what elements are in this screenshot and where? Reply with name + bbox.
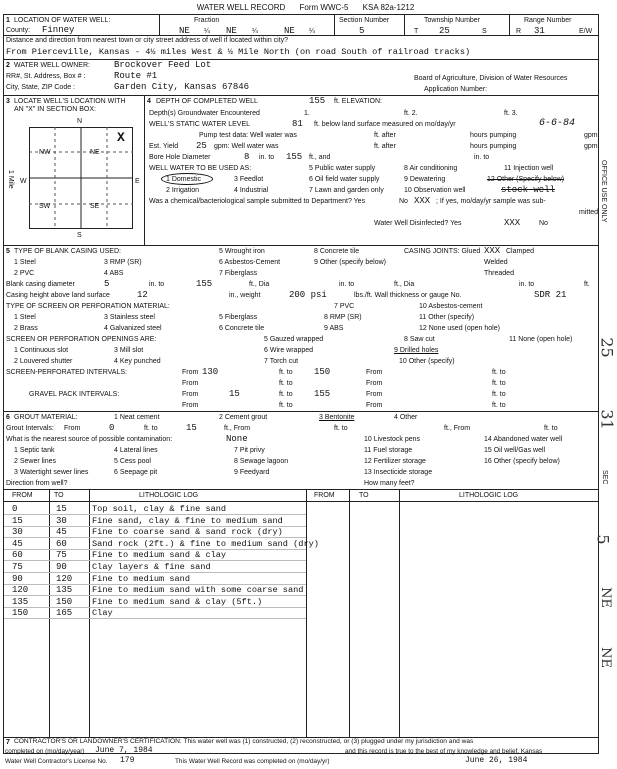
elevation-label: ft. ELEVATION: — [334, 98, 382, 105]
divider — [334, 15, 335, 35]
use-label: WELL WATER TO BE USED AS: — [149, 165, 252, 172]
yield-gpm: gpm — [584, 143, 598, 150]
opening-5: 5 Gauzed wrapped — [264, 336, 324, 343]
office-use-label: OFFICE USE ONLY — [600, 160, 607, 223]
grout-from-2: ft., From — [224, 425, 251, 432]
contam-7: 7 Pit privy — [234, 447, 265, 454]
divider — [4, 245, 598, 246]
pump-after: ft. after — [374, 132, 396, 139]
static-label: WELL'S STATIC WATER LEVEL — [149, 121, 251, 128]
log-to-header: TO — [54, 492, 64, 499]
pump-hours: hours pumping — [470, 132, 517, 139]
chem-no-label: No — [399, 198, 408, 205]
address-value: Route #1 — [114, 71, 158, 81]
sec-label: SEC — [601, 470, 608, 485]
cert-completed-label: completed on (mo/day/year) — [5, 748, 85, 755]
log-from: 75 — [12, 562, 23, 572]
log-to: 75 — [56, 550, 67, 561]
stock-well-value: stock well — [501, 185, 556, 195]
divider — [399, 489, 400, 737]
grout-from-value: 0 — [109, 423, 115, 433]
city-label: City, State, ZIP Code : — [6, 84, 75, 91]
section-4-number: 4 — [147, 98, 151, 105]
use-12[interactable]: 12 Other (Specify below) — [487, 176, 565, 183]
county-value: Finney — [42, 25, 75, 35]
grid-south: S — [77, 232, 82, 239]
divider — [404, 15, 405, 35]
screen-10: 10 Asbestos-cement — [419, 303, 483, 310]
screen-12: 12 None used (open hole) — [419, 325, 500, 332]
form-title: WATER WELL RECORD — [196, 3, 286, 12]
use-8: 8 Air conditioning — [404, 165, 458, 172]
grid-north: N — [77, 118, 83, 125]
bore-in-to: in. to — [259, 154, 275, 161]
depth-label: DEPTH OF COMPLETED WELL — [156, 98, 258, 105]
groundwater-1: 1. — [304, 110, 310, 117]
contam-14: 14 Abandoned water well — [484, 436, 563, 443]
opening-3: 3 Mill slot — [114, 347, 144, 354]
range-ew-label: E/W — [579, 28, 593, 35]
log-desc: Clay — [92, 608, 113, 619]
log-to: 135 — [56, 585, 73, 596]
city-value: Garden City, Kansas 67846 — [114, 82, 250, 92]
use-6[interactable]: 6 Oil field water supply — [309, 176, 380, 183]
screen-5: 5 Fiberglass — [219, 314, 258, 321]
yield-after: ft. after — [374, 143, 396, 150]
margin-range: 31 — [597, 409, 617, 430]
joints-label: CASING JOINTS: Glued — [404, 248, 481, 255]
casing-2: 2 PVC — [14, 270, 35, 277]
contam-13: 13 Insecticide storage — [364, 469, 433, 476]
log-from: 30 — [12, 527, 23, 538]
divider — [4, 411, 598, 412]
casing-6: 6 Asbestos-Cement — [219, 259, 281, 266]
log-desc: Fine to coarse sand & sand rock (dry) — [92, 527, 283, 538]
disinfected-value: XXX — [504, 218, 521, 228]
township-t-label: T — [414, 28, 419, 35]
cert-license-label: Water Well Contractor's License No. — [5, 758, 108, 765]
use-2[interactable]: 2 Irrigation — [166, 187, 200, 194]
opening-6: 6 Wire wrapped — [264, 347, 314, 354]
gpi-from-label-2: From — [366, 391, 383, 398]
contam-6: 6 Seepage pit — [114, 469, 158, 476]
spi-from-label-4: From — [366, 380, 383, 387]
casing-4: 4 ABS — [104, 270, 124, 277]
joints-threaded: Threaded — [484, 270, 514, 277]
direction-label: Direction from well? — [6, 480, 68, 487]
contam-9: 9 Feedyard — [234, 469, 270, 476]
log-desc: Fine to medium sand with some coarse sand — [92, 585, 304, 596]
lbs-label: lbs./ft. Wall thickness or gauge No. — [354, 292, 462, 299]
gpi-to-value: 155 — [314, 389, 331, 399]
grout-1: 1 Neat cement — [114, 414, 160, 421]
contam-5: 5 Cess pool — [114, 458, 151, 465]
log-desc: Clay layers & fine sand — [92, 562, 211, 572]
grid-west: W — [20, 178, 27, 185]
contam-3: 3 Watertight sewer lines — [14, 469, 89, 476]
weight-label: in., weight — [229, 292, 261, 299]
divider — [306, 489, 307, 737]
section-6-number: 6 — [6, 414, 10, 421]
grout-intervals-label: Grout Intervals: — [6, 425, 54, 432]
yield-gpm-label: gpm: Well water was — [214, 143, 279, 150]
grid-x-mark: X — [117, 130, 125, 145]
margin-section: 5 — [593, 534, 613, 545]
casing-label: TYPE OF BLANK CASING USED: — [14, 248, 121, 255]
section-7-number: 7 — [6, 739, 10, 746]
section-2-number: 2 — [6, 62, 10, 69]
bore-in-to-2: in. to — [474, 154, 490, 161]
form-header — [0, 3, 611, 12]
screen-1: 1 Steel — [14, 314, 36, 321]
bore-ft-and: ft., and — [309, 154, 331, 161]
contam-1: 1 Septic tank — [14, 447, 55, 454]
margin-ne-2: NE — [597, 647, 613, 668]
use-5: 5 Public water supply — [309, 165, 376, 172]
locate-label: LOCATE WELL'S LOCATION WITH — [14, 98, 126, 105]
gpi-to-label-2: ft. to — [492, 391, 506, 398]
board-label: Board of Agriculture, Division of Water Resources — [414, 75, 568, 82]
divider — [144, 95, 145, 245]
chem-no-value: XXX — [414, 196, 431, 206]
log-to-header-2: TO — [359, 492, 369, 499]
log-from: 150 — [12, 608, 29, 619]
diameter-label: Blank casing diameter — [6, 281, 75, 288]
distance-label: Distance and direction from nearest town or city street address of well if located within city? — [6, 37, 289, 44]
margin-ne-1: NE — [597, 587, 613, 608]
log-desc: Fine to medium sand & clay — [92, 550, 227, 561]
opening-1: 1 Continuous slot — [14, 347, 69, 354]
divider — [349, 489, 350, 737]
joints-clamped: Clamped — [506, 248, 535, 255]
log-desc: Fine sand, clay & fine to medium sand — [92, 515, 283, 526]
log-to: 150 — [56, 596, 73, 607]
owner-label: WATER WELL OWNER: — [14, 62, 90, 69]
grid-sw: SW — [39, 203, 51, 210]
use-3[interactable]: 3 Feedlot — [234, 176, 264, 183]
screen-7: 7 PVC — [334, 303, 355, 310]
contam-16: 16 Other (specify below) — [484, 458, 560, 465]
groundwater-label: Depth(s) Groundwater Encountered — [149, 110, 260, 117]
township-value: 25 — [439, 26, 450, 36]
diameter-ft-dia-2: ft., Dia — [394, 281, 415, 288]
log-desc: Sand rock (2ft.) & fine to medium sand (dry) — [92, 538, 319, 549]
row-divider — [4, 607, 306, 608]
grout-2: 2 Cement grout — [219, 414, 268, 421]
log-from: 90 — [12, 573, 23, 584]
joints-value: XXX — [484, 246, 501, 256]
opening-4: 4 Key punched — [114, 358, 161, 365]
height-label: Casing height above land surface — [6, 292, 110, 299]
log-from: 0 — [12, 504, 18, 514]
fraction-q3: NE — [284, 26, 295, 36]
contam-15: 15 Oil well/Gas well — [484, 447, 546, 454]
log-desc: Fine to medium sand — [92, 573, 190, 584]
cert-record-text: This Water Well Record was completed on (mo/day/yr) — [175, 758, 330, 765]
opening-9: 9 Drilled holes — [394, 347, 439, 354]
divider — [4, 95, 598, 96]
screen-label: TYPE OF SCREEN OR PERFORATION MATERIAL: — [6, 303, 170, 310]
screen-6: 6 Concrete tile — [219, 325, 265, 332]
cert-label: CONTRACTOR'S OR LANDOWNER'S CERTIFICATION: This water well was (1) constructed, (2) reconstructed, or (3) plugged under my jurisdiction and was — [14, 738, 474, 745]
grid-ne: NE — [90, 149, 100, 156]
static-date-value: 6-6-84 — [539, 118, 576, 129]
casing-3: 3 RMP (SR) — [104, 259, 142, 266]
grout-label: GROUT MATERIAL: — [14, 414, 78, 421]
diameter-in-to-3: in. to — [519, 281, 535, 288]
contam-12: 12 Fertilizer storage — [364, 458, 426, 465]
grout-from-label: From — [64, 425, 81, 432]
height-value: 12 — [137, 290, 148, 300]
grout-to-2: ft. to — [334, 425, 348, 432]
log-to: 120 — [56, 573, 73, 584]
groundwater-2: ft. 2. — [404, 110, 418, 117]
grout-4: 4 Other — [394, 414, 418, 421]
log-to: 90 — [56, 562, 67, 572]
form-number: Form WWC-5 — [299, 3, 349, 12]
diameter-value: 5 — [104, 279, 110, 289]
use-9[interactable]: 9 Dewatering — [404, 176, 446, 183]
gpi-to-label: ft. to — [279, 391, 293, 398]
gauge-value: SDR 21 — [534, 290, 567, 300]
use-10[interactable]: 10 Observation well — [404, 187, 466, 194]
log-from-header: FROM — [12, 492, 33, 499]
grid-nw: NW — [39, 149, 51, 156]
log-title-header: LITHOLOGIC LOG — [139, 492, 199, 499]
use-11: 11 Injection well — [504, 165, 554, 172]
cert-completed-value: June 7, 1984 — [95, 746, 153, 755]
disinfected-label: Water Well Disinfected? Yes — [374, 220, 462, 227]
log-to: 45 — [56, 527, 67, 538]
grout-to-value: 15 — [186, 423, 197, 433]
log-desc: Fine to medium sand & clay (5ft.) — [92, 596, 263, 607]
spi-label: SCREEN-PERFORATED INTERVALS: — [6, 369, 127, 376]
log-title-header-2: LITHOLOGIC LOG — [459, 492, 519, 499]
gpi-from-label-3: From — [182, 402, 199, 409]
diameter-ft-dia: ft., Dia — [249, 281, 270, 288]
casing-8: 8 Concrete tile — [314, 248, 360, 255]
groundwater-3: ft. 3. — [504, 110, 518, 117]
cert-license-value: 179 — [120, 756, 135, 765]
section-number-label: Section Number — [339, 17, 390, 24]
weight-value: 200 psi — [289, 290, 327, 300]
screen-3: 3 Stainless steel — [104, 314, 155, 321]
gpi-from-label-4: From — [366, 402, 383, 409]
quarter-symbol: ¼ — [204, 28, 210, 35]
contam-11: 11 Fuel storage — [364, 447, 413, 454]
casing-7: 7 Fiberglass — [219, 270, 258, 277]
divider — [4, 35, 598, 36]
range-value: 31 — [534, 26, 545, 36]
grid-se: SE — [90, 203, 100, 210]
opening-2: 2 Louvered shutter — [14, 358, 73, 365]
owner-value: Brockover Feed Lot — [114, 60, 212, 70]
spi-from-label-2: From — [366, 369, 383, 376]
log-from: 120 — [12, 585, 29, 596]
cert-true-text: and this record is true to the best of my knowledge and belief. Kansas — [345, 748, 543, 755]
openings-label: SCREEN OR PERFORATION OPENINGS ARE: — [6, 336, 157, 343]
margin-township: 25 — [597, 337, 617, 358]
fraction-label: Fraction — [194, 17, 220, 24]
chem-label: Was a chemical/bacteriological sample submitted to Department? Yes — [149, 198, 366, 205]
yield-label: Est. Yield — [149, 143, 179, 150]
grid-east: E — [135, 178, 140, 185]
quarter-symbol: ¼ — [252, 28, 258, 35]
gpi-from-label: From — [182, 391, 199, 398]
contam-2: 2 Sewer lines — [14, 458, 57, 465]
range-r-label: R — [516, 28, 522, 35]
divider — [4, 489, 598, 490]
contam-8: 8 Sewage lagoon — [234, 458, 289, 465]
grout-to-label: ft. to — [144, 425, 158, 432]
opening-10: 10 Other (specify) — [399, 358, 455, 365]
fraction-q2: NE — [226, 26, 237, 36]
static-rest-label: ft. below land surface measured on mo/day/yr — [314, 121, 456, 128]
casing-5: 5 Wrought iron — [219, 248, 265, 255]
diameter-to-value: 155 — [196, 279, 213, 289]
opening-7: 7 Torch cut — [264, 358, 299, 365]
static-value: 81 — [292, 119, 303, 129]
row-divider — [4, 618, 306, 619]
bore-to-value: 155 — [286, 152, 303, 162]
bore-value: 8 — [244, 152, 250, 162]
log-from: 15 — [12, 515, 23, 526]
disinfected-no: No — [539, 220, 548, 227]
chem-mitted: mitted — [579, 209, 599, 216]
gpi-label: GRAVEL PACK INTERVALS: — [29, 391, 120, 398]
divider — [4, 501, 598, 502]
spi-to-label-2: ft. to — [492, 369, 506, 376]
contam-10: 10 Livestock pens — [364, 436, 421, 443]
range-number-label: Range Number — [524, 17, 572, 24]
log-from: 135 — [12, 596, 29, 607]
casing-1: 1 Steel — [14, 259, 36, 266]
use-7[interactable]: 7 Lawn and garden only — [309, 187, 384, 194]
use-1[interactable]: 1 Domestic — [166, 176, 202, 183]
screen-8: 8 RMP (SR) — [324, 314, 362, 321]
screen-2: 2 Brass — [14, 325, 38, 332]
spi-from-value: 130 — [202, 367, 219, 377]
log-to: 15 — [56, 504, 67, 514]
address-label: RR#, St. Address, Box # : — [6, 73, 86, 80]
spi-to-label: ft. to — [279, 369, 293, 376]
section-1-number: 1 — [6, 17, 10, 24]
contam-4: 4 Lateral lines — [114, 447, 158, 454]
section-value: 5 — [359, 26, 365, 36]
divider — [159, 15, 160, 35]
log-from: 60 — [12, 550, 23, 561]
spi-to-value: 150 — [314, 367, 331, 377]
opening-11: 11 None (open hole) — [509, 336, 573, 343]
grid-mile-label: 1 Mile — [7, 170, 14, 189]
section-5-number: 5 — [6, 248, 10, 255]
township-s-label: S — [482, 28, 487, 35]
pump-gpm: gpm — [584, 132, 598, 139]
county-label: County: — [6, 27, 31, 34]
pump-label: Pump test data: Well water was — [199, 132, 297, 139]
diameter-in-to: in. to — [149, 281, 165, 288]
township-number-label: Township Number — [424, 17, 481, 24]
log-from: 45 — [12, 538, 23, 549]
distance-value: From Pierceville, Kansas - 4½ miles West & ½ Mile North (on road South of railroad tracks) — [6, 47, 471, 57]
gpi-to-label-4: ft. to — [492, 402, 506, 409]
fraction-q1: NE — [179, 26, 190, 36]
divider — [509, 15, 510, 35]
application-number-label: Application Number: — [424, 86, 488, 93]
locate-label-2: AN "X" IN SECTION BOX: — [14, 106, 96, 113]
opening-8: 8 Saw cut — [404, 336, 435, 343]
how-many-label: How many feet? — [364, 480, 415, 487]
quarter-symbol: ¼ — [309, 28, 315, 35]
bore-label: Bore Hole Diameter — [149, 154, 211, 161]
screen-9: 9 ABS — [324, 325, 344, 332]
log-to: 60 — [56, 538, 67, 549]
yield-value: 25 — [196, 141, 207, 151]
log-from-header-2: FROM — [314, 492, 335, 499]
form-frame — [3, 14, 599, 754]
spi-from-label-3: From — [182, 380, 199, 387]
ksa-number: KSA 82a-1212 — [362, 3, 415, 12]
chem-rest: ; If yes, mo/day/yr sample was sub- — [436, 198, 546, 205]
spi-to-label-3: ft. to — [279, 380, 293, 387]
gpi-from-value: 15 — [229, 389, 240, 399]
grout-3: 3 Bentonite — [319, 414, 355, 421]
log-desc: Top soil, clay & fine sand — [92, 504, 227, 514]
grout-from-3: ft., From — [444, 425, 471, 432]
joints-welded: Welded — [484, 259, 508, 266]
grout-to-3: ft. to — [544, 425, 558, 432]
location-label: LOCATION OF WATER WELL: — [14, 17, 111, 24]
cert-record-date: June 26, 1984 — [465, 756, 528, 765]
depth-value: 155 — [309, 96, 326, 106]
spi-to-label-4: ft. to — [492, 380, 506, 387]
spi-from-label: From — [182, 369, 199, 376]
diameter-ft: ft. — [584, 281, 590, 288]
screen-11: 11 Other (specify) — [419, 314, 475, 321]
section-3-number: 3 — [6, 98, 10, 105]
screen-4: 4 Galvanized steel — [104, 325, 162, 332]
yield-hours: hours pumping — [470, 143, 517, 150]
casing-9: 9 Other (specify below) — [314, 259, 386, 266]
log-to: 165 — [56, 608, 73, 619]
gpi-to-label-3: ft. to — [279, 402, 293, 409]
contam-label: What is the nearest source of possible contamination: — [6, 436, 173, 443]
log-to: 30 — [56, 515, 67, 526]
diameter-in-to-2: in. to — [339, 281, 355, 288]
use-4[interactable]: 4 Industrial — [234, 187, 269, 194]
divider — [4, 59, 598, 60]
contam-value: None — [226, 434, 248, 444]
